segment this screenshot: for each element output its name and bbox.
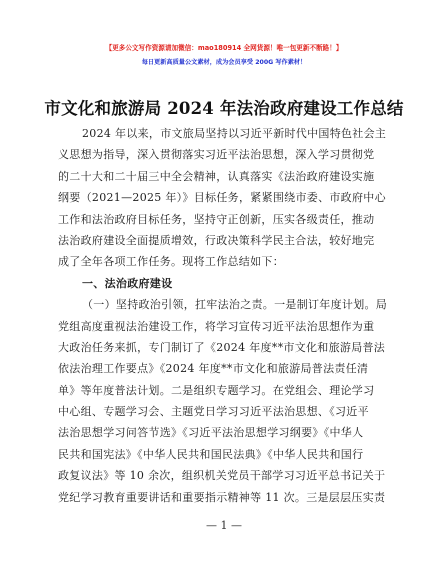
paragraph-line: 中心组、专题学习会、主题党日学习习近平法治思想、《习近平 bbox=[58, 405, 369, 419]
paragraph-line: 大政治任务来抓，专门制订了《2024 年度**市文化和旅游局普法 bbox=[58, 340, 386, 354]
promo-banner-line-1: 【更多公文写作资源请加微信：mao180914 全网货源！唯一包更新不断路！】 bbox=[105, 44, 343, 52]
document-title: 市文化和旅游局 2024 年法治政府建设工作总结 bbox=[44, 99, 404, 118]
paragraph-line: 法治思想学习问答节选》《习近平法治思想学习纲要》《中华人 bbox=[58, 426, 364, 440]
paragraph-line: （一）坚持政治引领，扛牢法治之责。一是制订年度计划。局 bbox=[82, 298, 388, 312]
paragraph-line: 党组高度重视法治建设工作，将学习宣传习近平法治思想作为重 bbox=[58, 319, 375, 333]
paragraph-line: 依法治理工作要点》《2024 年度**市文化和旅游局普法责任清 bbox=[58, 362, 369, 376]
paragraph-line: 单》等年度普法计划。二是组织专题学习。在党组会、理论学习 bbox=[58, 383, 375, 397]
paragraph-line: 民共和国宪法》《中华人民共和国民法典》《中华人民共和国行 bbox=[58, 447, 364, 461]
paragraph-line: 法治政府建设全面提质增效，行政决策科学民主合法，较好地完 bbox=[58, 233, 375, 247]
paragraph-line: 党纪学习教育重要讲话和重要指示精神等 11 次。三是层层压实责 bbox=[58, 490, 386, 504]
paragraph-line: 政复议法》等 10 余次，组织机关党员干部学习习近平总书记关于 bbox=[58, 469, 386, 483]
section-heading: 一、法治政府建设 bbox=[82, 276, 173, 290]
paragraph-line: 的二十大和二十届三中全会精神，认真落实《法治政府建设实施 bbox=[58, 169, 375, 183]
page-number: — 1 — bbox=[206, 519, 242, 532]
paragraph-line: 工作和法治政府目标任务，坚持守正创新，压实各级责任，推动 bbox=[58, 212, 375, 226]
paragraph-line: 2024 年以来，市文旅局坚持以习近平新时代中国特色社会主 bbox=[82, 127, 387, 140]
paragraph-line: 义思想为指导，深入贯彻落实习近平法治思想，深入学习贯彻党 bbox=[58, 148, 375, 162]
paragraph-line: 成了全年各项工作任务。现将工作总结如下： bbox=[58, 255, 284, 269]
document-body bbox=[58, 123, 394, 508]
paragraph-line: 纲要（2021—2025 年）》目标任务，紧紧围绕市委、市政府中心 bbox=[58, 191, 386, 205]
promo-banner-line-2: 每日更新高质量公文素材，成为会员享受 200G 写作素材！ bbox=[141, 59, 307, 66]
